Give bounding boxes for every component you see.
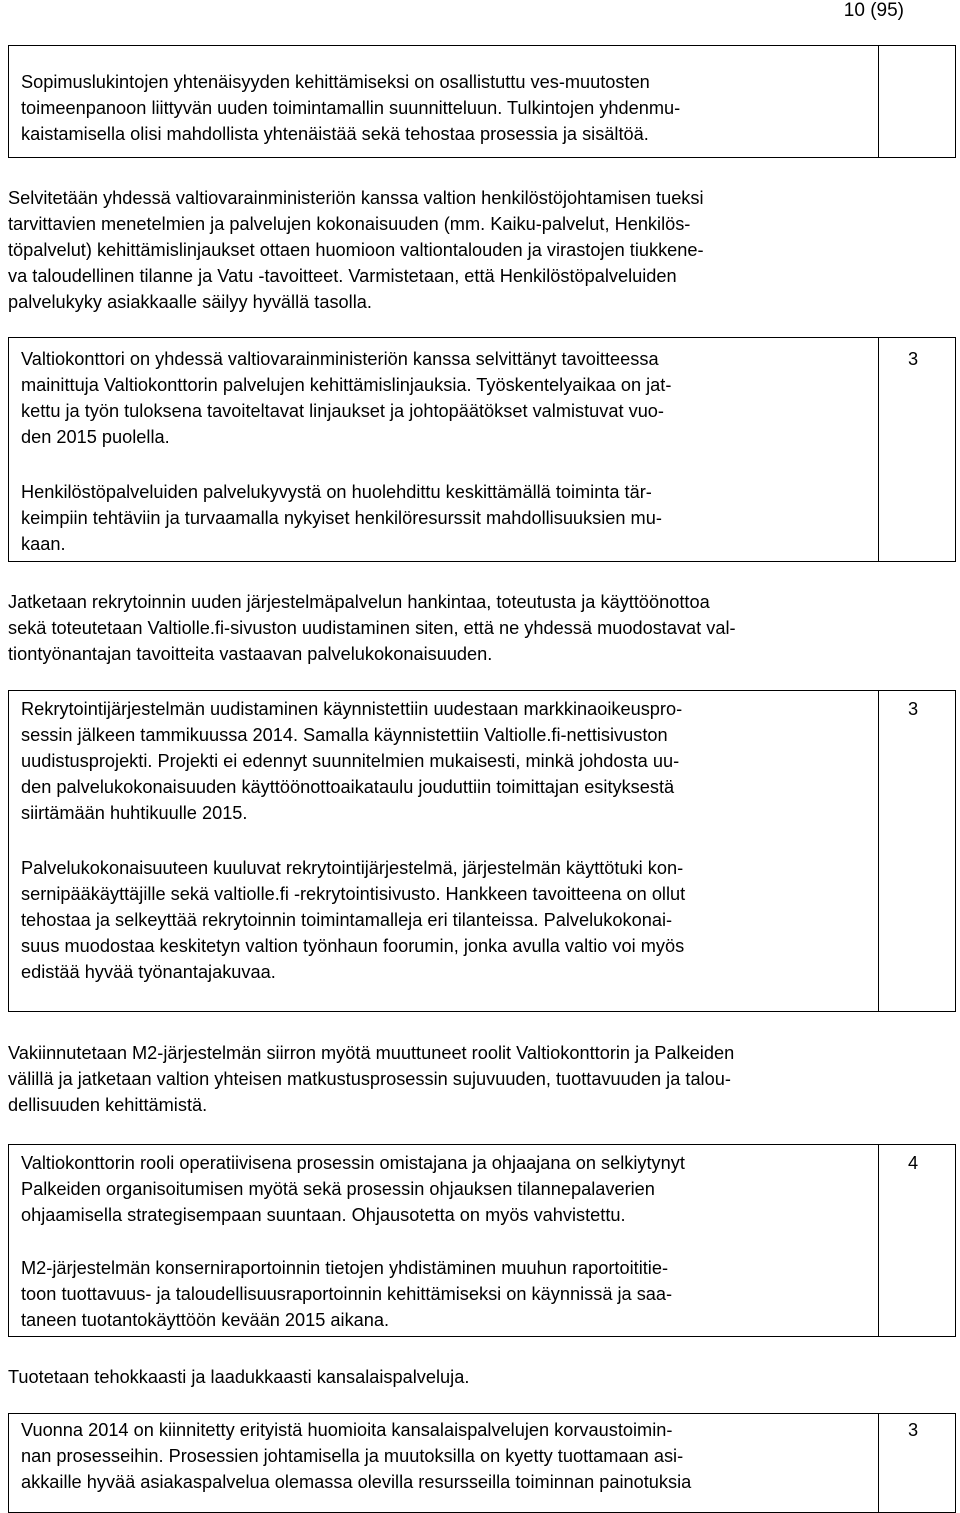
report-table-2: [8, 337, 956, 562]
report-paragraph: Rekrytointijärjestelmän uudistaminen käynnistettiin uudestaan markkinaoikeuspro- sessin jälkeen tammikuussa 2014. Samalla käynnistettiin Valtiolle.fi-nettisivuston uudistusprojekti. Projekti ei edennyt suunnitelmien mukaisesti, minkä johdosta uu- den palvelukokonaisuuden käyttöönottoaikataulu jouduttiin toimittajan esityksestä siirtämään huhtikuulle 2015.: [21, 699, 683, 823]
goal-statement: Tuotetaan tehokkaasti ja laadukkaasti kansalaispalveluja.: [8, 1367, 470, 1387]
score-value: 3: [908, 699, 919, 719]
report-cell-text: [9, 1145, 879, 1336]
score-cell: [879, 338, 955, 561]
report-table-4: [8, 1144, 956, 1337]
goal-statement: Selvitetään yhdessä valtiovarainministeriön kanssa valtion henkilöstöjohtamisen tueksi tarvittavien menetelmien ja palvelujen kokonaisuuden (mm. Kaiku-palvelut, Henkilös- töpalvelut) kehittämislinjaukset ottaen huomioon valtiontalouden ja virastojen tiukkene- va taloudellinen tilanne ja Vatu -tavoitteet. Varmistetaan, että Henkilöstöpalveluiden palvelukyky asiakkaalle säilyy hyvällä tasolla.: [8, 188, 704, 312]
report-paragraph: M2-järjestelmän konserniraportoinnin tietojen yhdistäminen muuhun raportoititie- toon tuottavuus- ja taloudellisuusraportoinnin kehittämiseksi on käynnissä ja saa- taneen tuotantokäyttöön kevään 2015 aikana.: [21, 1258, 673, 1330]
report-paragraph: Vuonna 2014 on kiinnitetty erityistä huomioita kansalaispalvelujen korvaustoimin- nan prosesseihin. Prosessien johtamisella ja muutoksilla on kyetty tuottamaan asi- akkaille hyvää asiakaspalvelua olemassa olevilla resursseilla toiminnan painotuksia: [21, 1420, 692, 1492]
score-cell: [879, 1145, 955, 1336]
report-paragraph: Valtiokonttori on yhdessä valtiovarainministeriön kanssa selvittänyt tavoitteessa mainittuja Valtiokonttorin palvelujen kehittämislinjauksia. Työskentelyaikaa on jat- kettu ja työn tuloksena tavoiteltavat linjaukset ja johtopäätökset valmistuvat vuo- den 2015 puolella.: [21, 349, 672, 447]
report-cell-text: [9, 691, 879, 1011]
score-cell: [879, 46, 955, 157]
report-paragraph: Sopimuslukintojen yhtenäisyyden kehittämiseksi on osallistuttu ves-muutosten toimeenpanoon liittyvän uuden toimintamallin suunnitteluun. Tulkintojen yhdenmu- kaistamisella olisi mahdollista yhtenäistää sekä tehostaa prosessia ja sisältöä.: [21, 72, 681, 144]
report-cell-text: [9, 1414, 879, 1512]
report-table-5: [8, 1413, 956, 1513]
report-paragraph: Palvelukokonaisuuteen kuuluvat rekrytointijärjestelmä, järjestelmän käyttötuki kon- sernipääkäyttäjille sekä valtiolle.fi -rekrytointisivusto. Hankkeen tavoitteena on ollut tehostaa ja selkeyttää rekrytoinnin toimintamalleja eri tilanteissa. Palvelukokonai- suus muodostaa keskitetyn valtion työnhaun foorumin, jonka avulla valtio voi myös edistää hyvää työnantajakuvaa.: [21, 858, 686, 982]
report-cell-text: [9, 46, 879, 157]
score-cell: [879, 691, 955, 1011]
report-table-1: [8, 45, 956, 158]
page-number: 10 (95): [843, 0, 904, 21]
goal-statement: Jatketaan rekrytoinnin uuden järjestelmäpalvelun hankintaa, toteutusta ja käyttöönottoa sekä toteutetaan Valtiolle.fi-sivuston uudistaminen siten, että ne yhdessä muodostavat val- tiontyönantajan tavoitteita vastaavan palvelukokonaisuuden.: [8, 592, 736, 664]
report-table-3: [8, 690, 956, 1012]
score-cell: [879, 1414, 955, 1512]
score-value: 3: [908, 349, 919, 369]
goal-statement: Vakiinnutetaan M2-järjestelmän siirron myötä muuttuneet roolit Valtiokonttorin ja Palkeiden välillä ja jatketaan valtion yhteisen matkustusprosessin sujuvuuden, tuottavuuden ja talou- dellisuuden kehittämistä.: [8, 1043, 735, 1115]
report-cell-text: [9, 338, 879, 561]
score-value: 4: [908, 1153, 919, 1173]
report-paragraph: Valtiokonttorin rooli operatiivisena prosessin omistajana ja ohjaajana on selkiytynyt Palkeiden organisoitumisen myötä sekä prosessin ohjauksen tilannepalaverien ohjaamisella strategisempaan suuntaan. Ohjausotetta on myös vahvistettu.: [21, 1153, 685, 1225]
score-value: 3: [908, 1420, 919, 1440]
report-paragraph: Henkilöstöpalveluiden palvelukyvystä on huolehdittu keskittämällä toiminta tär- keimpiin tehtäviin ja turvaamalla nykyiset henkilöresurssit mahdollisuuksien mu- kaan.: [21, 482, 662, 554]
